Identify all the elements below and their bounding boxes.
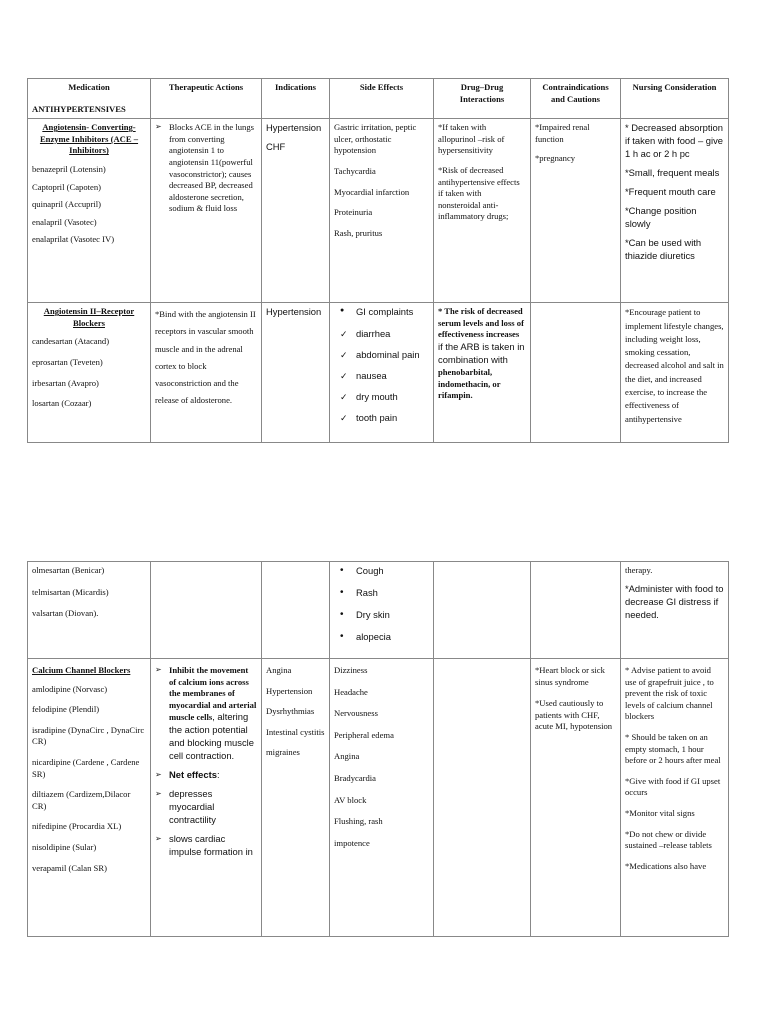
ace-nursing-cell <box>621 119 729 303</box>
drug-name: candesartan (Atacand) <box>32 336 110 347</box>
nursing-note: *Small, frequent meals <box>625 167 720 179</box>
drug-name: verapamil (Calan SR) <box>32 862 107 873</box>
nursing-note: * Should be taken on an empty stomach, 1 hour before or 2 hours after meal <box>625 731 721 766</box>
net-effects-colon: : <box>216 769 220 781</box>
arb-action-text: *Bind with the angiotensin II receptors in vascular smooth muscle and in the adrenal cortex to block vasoconstriction and the release of aldosterone. <box>155 309 256 406</box>
arb-cont-medication-cell <box>28 562 151 659</box>
side-effect: ✓ dry mouth <box>334 391 429 404</box>
contraindications-header: Contraindications and Cautions <box>531 79 621 119</box>
indication: Hypertension <box>266 685 313 696</box>
nursing-note: *Encourage patient to implement lifestyle changes, including weight loss, smoking cessation, decreased alcohol and salt in the diet, and increased exercise, to increase the effectiveness of antihypertensive <box>625 307 724 424</box>
side-effect: • Rash <box>334 587 429 600</box>
side-effect: Bradycardia <box>334 772 376 783</box>
ccb-contra-cell <box>531 659 621 937</box>
ccb-action-item <box>155 665 257 763</box>
side-effect: • alopecia <box>334 631 429 644</box>
side-effect: ✓ abdominal pain <box>334 349 429 362</box>
ccb-action-bold: Inhibit the movement of calcium ions across the membranes of myocardial and arterial muscle cells <box>169 665 257 723</box>
arb-cont-indications-cell <box>262 562 330 659</box>
ccb-indications-cell <box>262 659 330 937</box>
interactions-header: Drug–Drug Interactions <box>434 79 531 119</box>
side-effect: impotence <box>334 837 370 848</box>
nursing-note: *Change position slowly <box>625 205 697 229</box>
contraindication: *Heart block or sick sinus syndrome <box>535 665 605 687</box>
drug-name: nifedipine (Procardia XL) <box>32 821 122 832</box>
antihypertensives-label: ANTIHYPERTENSIVES <box>32 103 126 114</box>
side-effect: ● GI complaints <box>334 306 429 319</box>
side-effect: Myocardial infarction <box>334 186 410 197</box>
contraindication: *Impaired renal function <box>535 122 590 144</box>
drug-name: felodipine (Plendil) <box>32 704 100 715</box>
drug-name: enalaprilat (Vasotec IV) <box>32 234 115 245</box>
ccb-interactions-cell <box>434 659 531 937</box>
net-effect: ➢ depresses myocardial contractility <box>155 788 257 827</box>
arb-group-title: Angiotensin II–Receptor Blockers <box>43 306 135 328</box>
ace-action-item: ➢ Blocks ACE in the lungs from converting angiotensin 1 to angiotensin 11(powerful vasoconstrictor); causes decreased BP, decreased aldosterone secretion, sodium & fluid loss <box>155 122 257 215</box>
drug-name: nisoldipine (Sular) <box>32 841 97 852</box>
indication: Hypertension <box>266 306 322 318</box>
drug-name: enalapril (Vasotec) <box>32 216 97 227</box>
side-effect: ✓ nausea <box>334 370 429 383</box>
arb-indications-cell <box>262 303 330 443</box>
nursing-note: *Medications also have <box>625 860 707 871</box>
side-effect: ✓ diarrhea <box>334 328 429 341</box>
ace-actions-cell <box>151 119 262 303</box>
medication-header <box>28 79 151 119</box>
ccb-side-effects-cell <box>330 659 434 937</box>
ace-side-effects-cell <box>330 119 434 303</box>
ccb-group-title: Calcium Channel Blockers <box>32 665 131 675</box>
contraindication: *pregnancy <box>535 153 576 164</box>
arb-interactions-cell <box>434 303 531 443</box>
drug-name: valsartan (Diovan). <box>32 608 99 619</box>
drug-name: amlodipine (Norvasc) <box>32 683 108 694</box>
interaction: *If taken with allopurinol –risk of hypersensitivity <box>438 122 505 156</box>
ace-contra-cell <box>531 119 621 303</box>
arb-contra-cell <box>531 303 621 443</box>
medication-header-label: Medication <box>68 82 110 92</box>
side-effect: • Dry skin <box>334 609 429 622</box>
drug-name: diltiazem (Cardizem,Dilacor CR) <box>32 789 131 811</box>
nursing-note: *Do not chew or divide sustained –release tablets <box>625 828 712 851</box>
drug-name: telmisartan (Micardis) <box>32 586 109 597</box>
side-effect: Angina <box>334 751 360 762</box>
drug-name: benazepril (Lotensin) <box>32 163 106 174</box>
nursing-header: Nursing Consideration <box>621 79 729 119</box>
nursing-note: * Decreased absorption if taken with food – give 1 h ac or 2 h pc <box>625 122 723 160</box>
side-effect: Rash, pruritus <box>334 227 383 238</box>
indication: CHF <box>266 141 286 153</box>
indication: Hypertension <box>266 122 322 134</box>
side-effects-header: Side Effects <box>330 79 434 119</box>
interaction: *Risk of decreased antihypertensive effects if taken with nonsteroidal anti-inflammatory drugs; <box>438 164 520 222</box>
drug-name: quinapril (Accupril) <box>32 199 101 210</box>
ccb-row <box>28 659 729 937</box>
indication: Dysrhythmias <box>266 706 315 717</box>
nursing-note: *Can be used with thiazide diuretics <box>625 236 702 261</box>
net-effects-item <box>155 769 257 782</box>
net-effect: ➢ slows cardiac impulse formation in <box>155 833 257 859</box>
nursing-note: *Monitor vital signs <box>625 807 695 818</box>
arb-continued-row <box>28 562 729 659</box>
ccb-action-plain: , altering the action potential and blocking muscle cell contraction. <box>169 711 254 762</box>
ccb-actions-cell <box>151 659 262 937</box>
arb-side-effects-cell <box>330 303 434 443</box>
side-effect: Proteinuria <box>334 207 373 218</box>
nursing-note: therapy. <box>625 565 653 575</box>
drug-name: isradipine (DynaCirc , DynaCirc CR) <box>32 724 145 747</box>
side-effect: Peripheral edema <box>334 729 394 740</box>
ace-group-title: Angiotensin- Converting-Enzyme Inhibitors (ACE – Inhibitors) <box>39 122 139 156</box>
indications-header: Indications <box>262 79 330 119</box>
therapeutic-header: Therapeutic Actions <box>151 79 262 119</box>
ace-medication-cell <box>28 119 151 303</box>
drug-name: eprosartan (Teveten) <box>32 356 103 367</box>
contraindication: *Used cautiously to patients with CHF, acute MI, hypotension <box>535 698 613 732</box>
drug-name: nicardipine (Cardene , Cardene SR) <box>32 756 140 779</box>
net-effects-label: Net effects <box>169 769 217 781</box>
nursing-note: *Administer with food to decrease GI distress if needed. <box>625 582 724 620</box>
header-row <box>28 79 729 119</box>
side-effect: AV block <box>334 794 367 805</box>
drug-name: olmesartan (Benicar) <box>32 565 105 575</box>
drug-name: losartan (Cozaar) <box>32 398 92 409</box>
ccb-medication-cell <box>28 659 151 937</box>
arb-cont-nursing-cell <box>621 562 729 659</box>
side-effect: Headache <box>334 686 368 697</box>
drug-table-top <box>27 78 729 443</box>
side-effect: Tachycardia <box>334 165 376 176</box>
indication: migraines <box>266 747 300 758</box>
nursing-note: * Advise patient to avoid use of grapefruit juice , to prevent the risk of toxic levels of calcium channel blockers <box>625 665 714 722</box>
drug-name: irbesartan (Avapro) <box>32 377 99 388</box>
side-effect: ✓ tooth pain <box>334 412 429 425</box>
drug-table-bottom <box>27 561 729 937</box>
side-effect: Gastric irritation, peptic ulcer, orthostatic hypotension <box>334 122 417 156</box>
arb-cont-interactions-cell <box>434 562 531 659</box>
side-effect: Nervousness <box>334 708 378 719</box>
interaction-drug-list: phenobarbital, indomethacin, or rifampin. <box>438 366 501 401</box>
arb-cont-side-effects-cell <box>330 562 434 659</box>
ace-indications-cell <box>262 119 330 303</box>
side-effect: Dizziness <box>334 665 368 675</box>
arb-actions-cell <box>151 303 262 443</box>
ace-row <box>28 119 729 303</box>
interaction-risk-text: * The risk of decreased serum levels and loss of effectiveness increases <box>438 306 524 340</box>
ace-interactions-cell <box>434 119 531 303</box>
ccb-nursing-cell <box>621 659 729 937</box>
arb-medication-cell <box>28 303 151 443</box>
side-effect: Flushing, rash <box>334 816 383 827</box>
nursing-note: *Give with food if GI upset occurs <box>625 775 721 798</box>
indication: Intestinal cystitis <box>266 726 325 737</box>
nursing-note: *Frequent mouth care <box>625 186 716 198</box>
arb-row <box>28 303 729 443</box>
arb-nursing-cell <box>621 303 729 443</box>
arb-cont-actions-cell <box>151 562 262 659</box>
indication: Angina <box>266 665 292 675</box>
interaction-plain-text: if the ARB is taken in combination with <box>438 340 525 365</box>
drug-name: Captopril (Capoten) <box>32 181 101 192</box>
side-effect: • Cough <box>334 565 429 578</box>
arb-cont-contra-cell <box>531 562 621 659</box>
